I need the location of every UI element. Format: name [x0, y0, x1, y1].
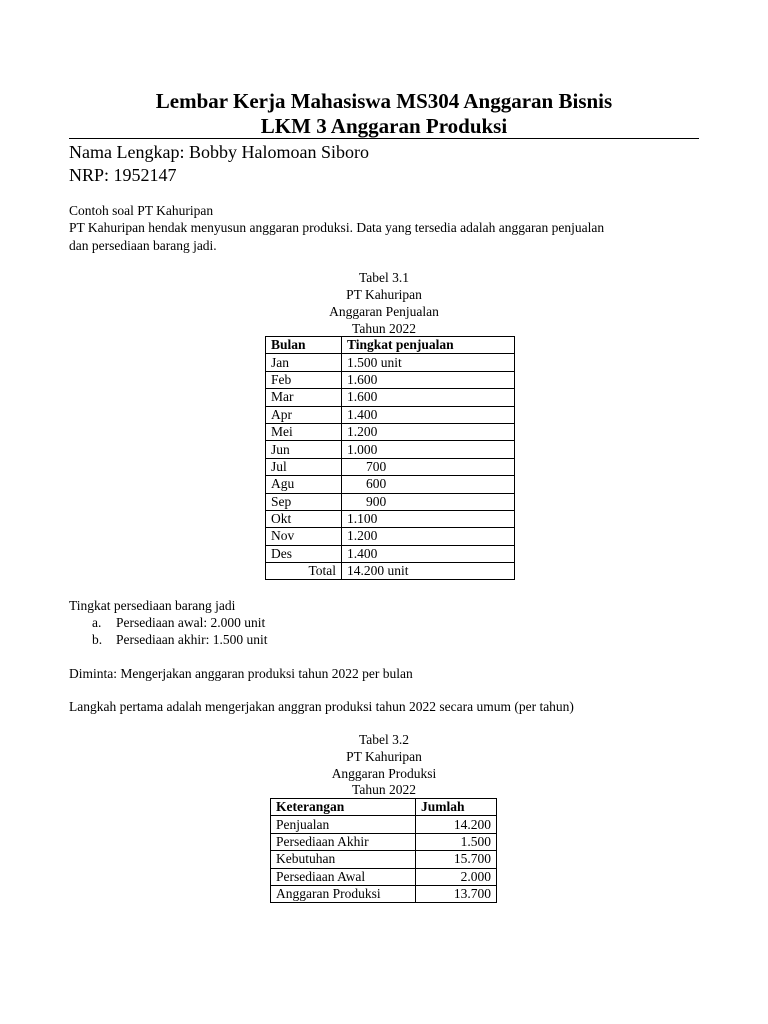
description-cell: Anggaran Produksi: [271, 885, 416, 902]
table-header-row: [266, 337, 515, 354]
table1-caption-title: Anggaran Penjualan: [329, 304, 439, 319]
month-cell: Feb: [266, 371, 342, 388]
table-row: [266, 406, 515, 423]
month-cell: Nov: [266, 528, 342, 545]
list-marker: b.: [92, 632, 103, 647]
list-item: [92, 631, 267, 648]
amount-cell: 15.700: [416, 851, 497, 868]
column-header-sales: Tingkat penjualan: [342, 337, 515, 354]
document-title: Lembar Kerja Mahasiswa MS304 Anggaran Bisnis: [155, 89, 613, 113]
table-row: [266, 441, 515, 458]
sales-budget-table: [265, 336, 515, 580]
student-name: Nama Lengkap: Bobby Halomoan Siboro: [69, 142, 369, 162]
table2-caption-year: Tahun 2022: [352, 782, 416, 797]
sales-cell: 1.000: [342, 441, 515, 458]
month-cell: Jun: [266, 441, 342, 458]
production-budget-table: [270, 798, 497, 903]
list-item-text: Persediaan akhir: 1.500 unit: [116, 632, 268, 647]
column-header-amount: Jumlah: [416, 799, 497, 816]
table-row: [271, 833, 497, 850]
month-cell: Sep: [266, 493, 342, 510]
table-total-row: [266, 563, 515, 580]
sales-cell: 900: [342, 493, 515, 510]
sales-cell: 1.600: [342, 389, 515, 406]
student-nrp: NRP: 1952147: [69, 165, 177, 185]
title-divider: [69, 138, 699, 139]
table-row: [266, 476, 515, 493]
month-cell: Jan: [266, 354, 342, 371]
sales-cell: 1.600: [342, 371, 515, 388]
month-cell: Mar: [266, 389, 342, 406]
table2-caption-number: Tabel 3.2: [358, 732, 410, 747]
step-statement: Langkah pertama adalah mengerjakan anggran produksi tahun 2022 secara umum (per tahun): [69, 699, 574, 714]
intro-text-line2: dan persediaan barang jadi.: [69, 238, 217, 253]
document-subtitle: LKM 3 Anggaran Produksi: [260, 114, 508, 138]
sales-cell: 1.200: [342, 423, 515, 440]
description-cell: Penjualan: [271, 816, 416, 833]
column-header-description: Keterangan: [271, 799, 416, 816]
table-row: [266, 354, 515, 371]
total-label: Total: [266, 563, 342, 580]
table-row: [266, 528, 515, 545]
list-marker: a.: [92, 615, 102, 630]
column-header-month: Bulan: [266, 337, 342, 354]
sales-cell: 700: [342, 458, 515, 475]
amount-cell: 2.000: [416, 868, 497, 885]
amount-cell: 14.200: [416, 816, 497, 833]
table1-caption-number: Tabel 3.1: [358, 270, 410, 285]
amount-cell: 13.700: [416, 885, 497, 902]
sales-cell: 1.100: [342, 510, 515, 527]
table-row: [271, 868, 497, 885]
month-cell: Mei: [266, 423, 342, 440]
amount-cell: 1.500: [416, 833, 497, 850]
sales-cell: 1.400: [342, 545, 515, 562]
table-row: [266, 423, 515, 440]
table-row: [266, 371, 515, 388]
table1-caption-company: PT Kahuripan: [346, 287, 422, 302]
table-row: [266, 389, 515, 406]
intro-heading: Contoh soal PT Kahuripan: [69, 203, 214, 218]
sales-cell: 1.500 unit: [342, 354, 515, 371]
sales-cell: 1.200: [342, 528, 515, 545]
description-cell: Kebutuhan: [271, 851, 416, 868]
description-cell: Persediaan Awal: [271, 868, 416, 885]
table1-caption-year: Tahun 2022: [352, 321, 416, 336]
table-row: [266, 510, 515, 527]
month-cell: Apr: [266, 406, 342, 423]
table-row: [266, 493, 515, 510]
month-cell: Agu: [266, 476, 342, 493]
table-row: [266, 545, 515, 562]
intro-text-line1: PT Kahuripan hendak menyusun anggaran produksi. Data yang tersedia adalah anggaran penjualan: [69, 220, 605, 235]
list-item: [92, 614, 265, 631]
inventory-heading: Tingkat persediaan barang jadi: [69, 598, 236, 613]
table2-caption-company: PT Kahuripan: [346, 749, 422, 764]
sales-cell: 1.400: [342, 406, 515, 423]
sales-cell: 600: [342, 476, 515, 493]
table-row: [271, 816, 497, 833]
total-value: 14.200 unit: [342, 563, 515, 580]
month-cell: Jul: [266, 458, 342, 475]
description-cell: Persediaan Akhir: [271, 833, 416, 850]
task-statement: Diminta: Mengerjakan anggaran produksi tahun 2022 per bulan: [69, 666, 413, 681]
list-item-text: Persediaan awal: 2.000 unit: [116, 615, 266, 630]
table2-caption-title: Anggaran Produksi: [331, 766, 437, 781]
month-cell: Des: [266, 545, 342, 562]
table-row: [266, 458, 515, 475]
table-row: [271, 885, 497, 902]
month-cell: Okt: [266, 510, 342, 527]
table-row: [271, 851, 497, 868]
table-header-row: [271, 799, 497, 816]
